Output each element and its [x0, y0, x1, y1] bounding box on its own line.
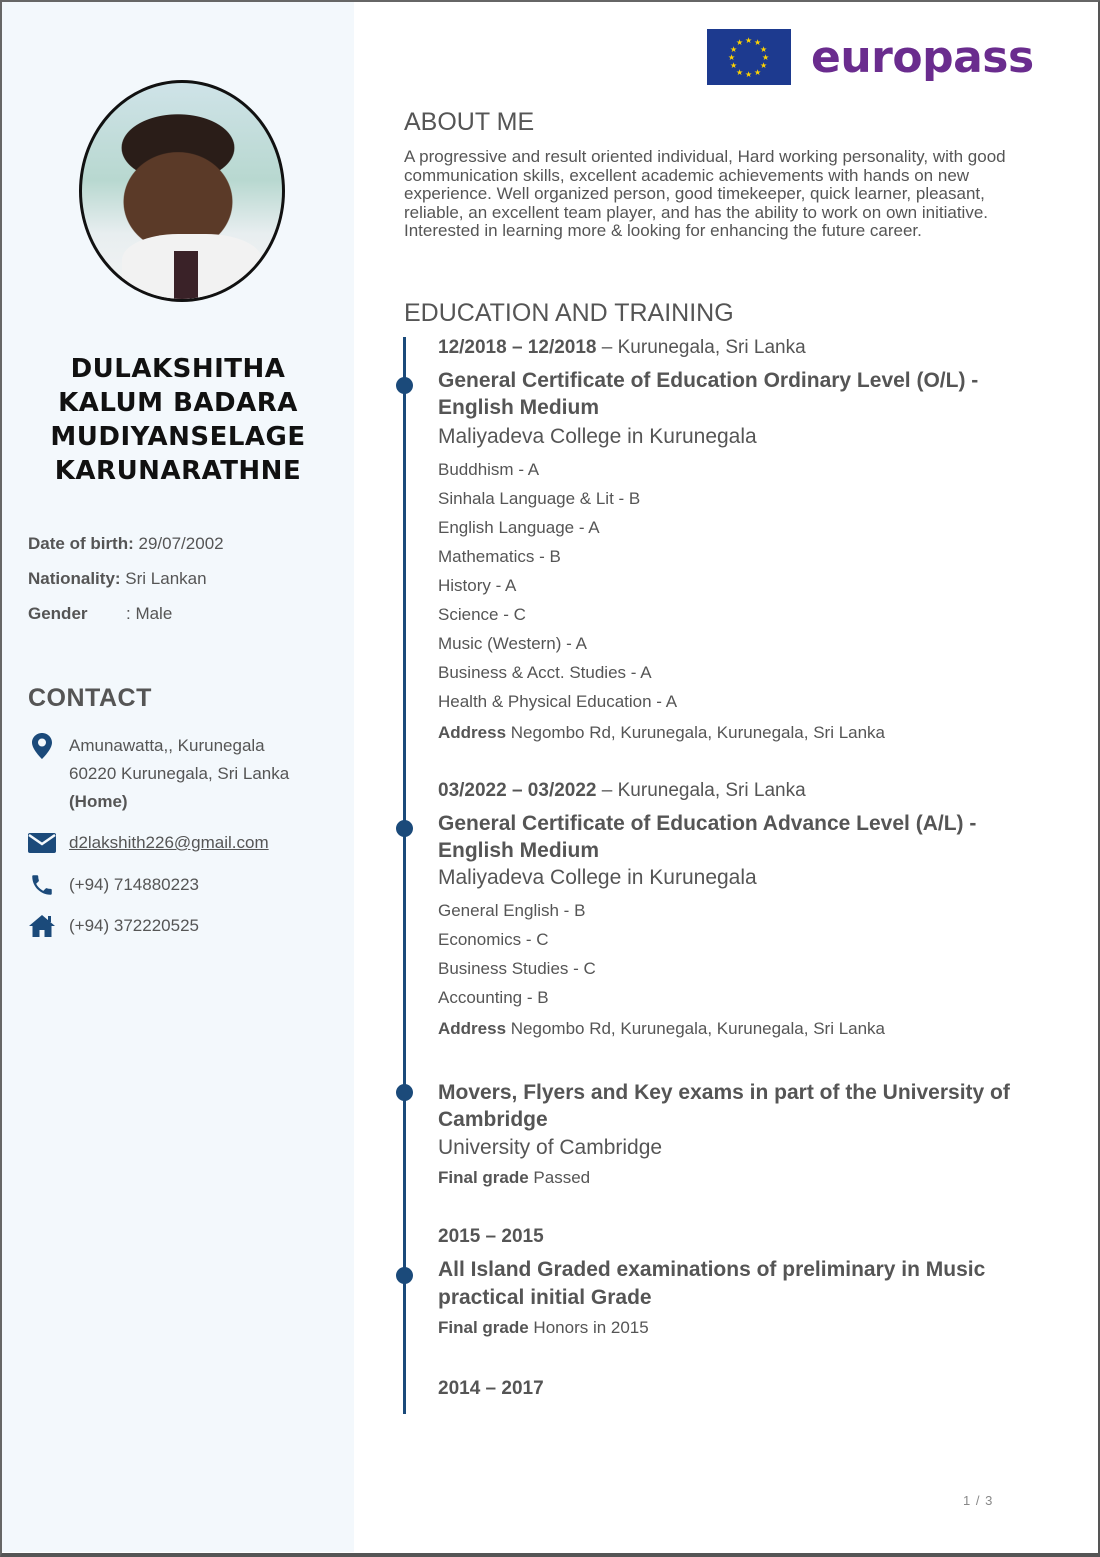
timeline-line [403, 337, 406, 1414]
entry-location: – Kurunegala, Sri Lanka [596, 780, 806, 801]
timeline-dot [396, 377, 413, 394]
home-icon [28, 912, 56, 940]
europass-wordmark: europass [811, 31, 1034, 83]
address-label: Address [438, 723, 507, 742]
entry-grade [438, 1168, 1048, 1188]
entry-date: 2014 – 2017 [438, 1378, 544, 1399]
subject-item: Science - C [438, 605, 526, 624]
timeline-dot [396, 1267, 413, 1284]
gender-value: : Male [126, 604, 173, 623]
page-number: 1 / 3 [963, 1493, 994, 1508]
name-line: MUDIYANSELAGE [50, 422, 306, 452]
entry-grade [438, 1318, 1048, 1338]
grade-value: Passed [533, 1168, 591, 1187]
entry-title: General Certificate of Education Ordinary Level (O/L) - English Medium [438, 369, 979, 419]
education-entry [438, 780, 1048, 1043]
education-entry [438, 1226, 1048, 1338]
entry-title: Movers, Flyers and Key exams in part of the University of Cambridge [438, 1081, 1010, 1131]
personal-info [28, 534, 224, 639]
entry-date: 2015 – 2015 [438, 1226, 544, 1247]
entry-organization: University of Cambridge [438, 1136, 663, 1159]
full-name [2, 352, 354, 488]
address-label: Address [438, 1019, 507, 1038]
subject-list [438, 896, 1048, 1043]
dob-row [28, 534, 224, 569]
entry-title: All Island Graded examinations of preliminary in Music practical initial Grade [438, 1258, 986, 1309]
name-line: KARUNARATHNE [54, 456, 302, 486]
about-heading: ABOUT ME [404, 108, 535, 136]
nationality-value: Sri Lankan [125, 569, 207, 588]
gender-row [28, 604, 224, 639]
entry-date: 03/2022 – 03/2022 [438, 780, 597, 801]
eu-flag-icon: ★ ★ ★ ★ ★ ★ ★ ★ ★ ★ ★ ★ [707, 29, 791, 85]
subject-item: English Language - A [438, 518, 600, 537]
education-entry [438, 337, 1048, 747]
email-link[interactable]: d2lakshith226@gmail.com [69, 833, 269, 852]
dob-value: 29/07/2002 [138, 534, 224, 553]
grade-value: Honors in 2015 [533, 1318, 649, 1337]
contact-heading: CONTACT [28, 684, 152, 712]
education-heading: EDUCATION AND TRAINING [404, 299, 734, 327]
location-pin-icon [28, 732, 56, 760]
contact-address [28, 732, 289, 816]
subject-item: Economics - C [438, 930, 549, 949]
grade-label: Final grade [438, 1318, 529, 1337]
timeline-dot [396, 1084, 413, 1101]
contact-home-phone [28, 912, 199, 940]
subject-list [438, 455, 1048, 747]
entry-location: – Kurunegala, Sri Lanka [596, 337, 806, 358]
gender-label: Gender [28, 604, 88, 623]
phone-number: (+94) 714880223 [69, 875, 199, 894]
subject-item: Business Studies - C [438, 959, 596, 978]
subject-item: Health & Physical Education - A [438, 692, 678, 711]
education-entry [438, 1378, 1048, 1400]
address-value: Negombo Rd, Kurunegala, Kurunegala, Sri Lanka [510, 1019, 886, 1038]
entry-address [438, 718, 1048, 747]
subject-item: Business & Acct. Studies - A [438, 663, 652, 682]
about-text: A progressive and result oriented individual, Hard working personality, with good communication skills, excellent academic achievements with hands on new experience. Well organized person, good timekeeper, quick learner, pleasant, reliable, an excellent team player, and has the ability to work on own initiative. Interested in learning more & looking for enhancing the future career. [404, 147, 1006, 240]
grade-label: Final grade [438, 1168, 529, 1187]
subject-item: Sinhala Language & Lit - B [438, 489, 641, 508]
nationality-row [28, 569, 224, 604]
contact-email [28, 829, 269, 857]
subject-item: General English - B [438, 901, 586, 920]
entry-address [438, 1014, 1048, 1043]
name-line: KALUM BADARA [58, 388, 298, 418]
subject-item: Buddhism - A [438, 460, 540, 479]
entry-date: 12/2018 – 12/2018 [438, 337, 597, 358]
name-line: DULAKSHITHA [70, 354, 286, 384]
address-type: (Home) [69, 792, 128, 811]
profile-photo [79, 80, 285, 302]
entry-date-row [438, 780, 1048, 802]
europass-logo [707, 29, 1034, 85]
address-line-2: 60220 Kurunegala, Sri Lanka [69, 764, 290, 783]
phone-icon [28, 871, 56, 899]
subject-item: Mathematics - B [438, 547, 561, 566]
subject-item: Music (Western) - A [438, 634, 587, 653]
address-value: Negombo Rd, Kurunegala, Kurunegala, Sri Lanka [510, 723, 886, 742]
entry-title: General Certificate of Education Advance Level (A/L) - English Medium [438, 812, 977, 862]
entry-date-row [438, 337, 1048, 359]
address-line-1: Amunawatta,, Kurunegala [69, 736, 265, 755]
home-phone-number: (+94) 372220525 [69, 916, 199, 935]
dob-label: Date of birth: [28, 534, 134, 553]
entry-organization: Maliyadeva College in Kurunegala [438, 425, 757, 448]
photo-tie [174, 251, 198, 299]
timeline-dot [396, 820, 413, 837]
nationality-label: Nationality: [28, 569, 121, 588]
subject-item: History - A [438, 576, 517, 595]
envelope-icon [28, 829, 56, 857]
education-entry [438, 1079, 1048, 1188]
subject-item: Accounting - B [438, 988, 549, 1007]
entry-organization: Maliyadeva College in Kurunegala [438, 866, 757, 889]
contact-phone [28, 871, 199, 899]
